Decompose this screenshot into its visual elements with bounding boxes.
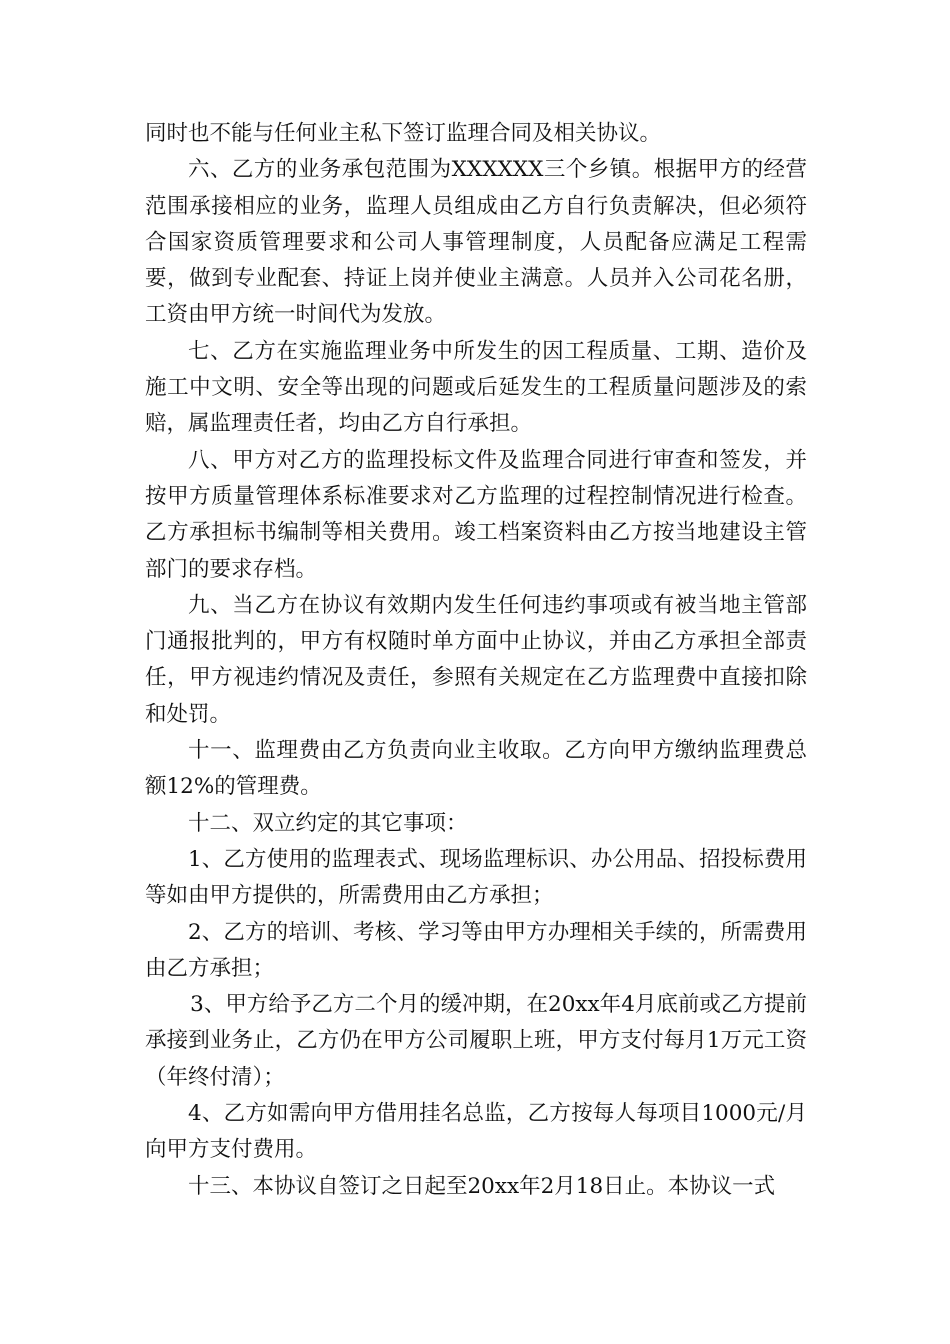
clause-13: 十三、本协议自签订之日起至20xx年2月18日止。本协议一式 xyxy=(188,1173,776,1199)
clause-11: 十一、监理费由乙方负责向业主收取。乙方向甲方缴纳监理费总额12%的管理费。 xyxy=(145,738,807,800)
document-body xyxy=(145,116,807,1205)
clause-12-item-4: 4、乙方如需向甲方借用挂名总监，乙方按每人每项目1000元/月向甲方支付费用。 xyxy=(145,1101,807,1163)
clause-8: 八、甲方对乙方的监理投标文件及监理合同进行审查和签发，并按甲方质量管理体系标准要求对乙方监理的过程控制情况进行检查。乙方承担标书编制等相关费用。竣工档案资料由乙方按当地建设主管部门的要求存档。 xyxy=(145,447,807,582)
clause-12-item-3: 3、甲方给予乙方二个月的缓冲期，在20xx年4月底前或乙方提前承接到业务止，乙方仍在甲方公司履职上班，甲方支付每月1万元工资（年终付清）； xyxy=(145,992,807,1090)
clause-6: 六、乙方的业务承包范围为XXXXXX三个乡镇。根据甲方的经营范围承接相应的业务，监理人员组成由乙方自行负责解决，但必须符合国家资质管理要求和公司人事管理制度，人员配备应满足工程需要，做到专业配套、持证上岗并使业主满意。人员并入公司花名册，工资由甲方统一时间代为发放。 xyxy=(145,157,807,328)
clause-9: 九、当乙方在协议有效期内发生任何违约事项或有被当地主管部门通报批判的，甲方有权随时单方面中止协议，并由乙方承担全部责任，甲方视违约情况及责任，参照有关规定在乙方监理费中直接扣除和处罚。 xyxy=(145,592,807,727)
clause-7: 七、乙方在实施监理业务中所发生的因工程质量、工期、造价及施工中文明、安全等出现的问题或后延发生的工程质量问题涉及的索赔，属监理责任者，均由乙方自行承担。 xyxy=(145,338,807,437)
paragraph-continuation: 同时也不能与任何业主私下签订监理合同及相关协议。 xyxy=(145,121,662,146)
clause-12-item-2: 2、乙方的培训、考核、学习等由甲方办理相关手续的，所需费用由乙方承担； xyxy=(145,919,807,981)
clause-12-item-1: 1、乙方使用的监理表式、现场监理标识、办公用品、招投标费用等如由甲方提供的，所需费用由乙方承担； xyxy=(145,846,807,909)
clause-12: 十二、双立约定的其它事项： xyxy=(188,810,468,836)
